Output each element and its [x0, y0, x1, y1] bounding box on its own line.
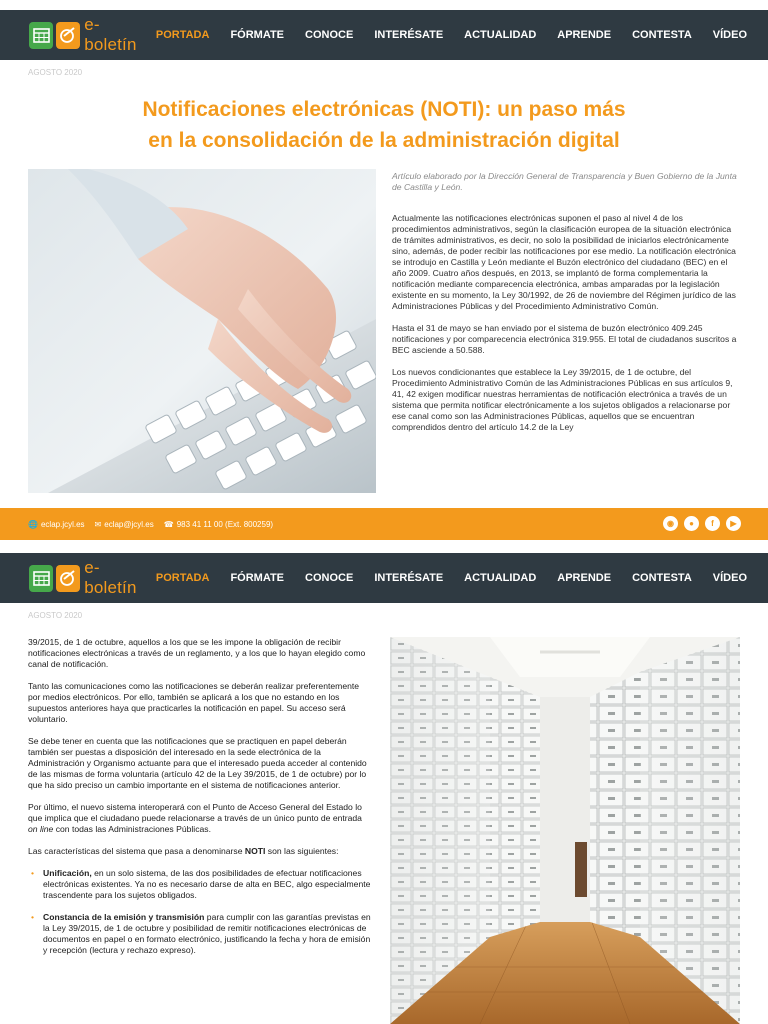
nav-video[interactable]: VÍDEO: [712, 572, 747, 584]
eboletin-logo[interactable]: [29, 15, 145, 55]
text-run: Las características del sistema que pasa a denominarse: [28, 846, 245, 856]
nav-actualidad[interactable]: ACTUALIDAD: [464, 29, 537, 41]
nav-conoce[interactable]: CONOCE: [305, 572, 354, 584]
main-nav: [156, 572, 768, 584]
list-item: [28, 912, 373, 956]
phone-icon: ☎: [163, 519, 174, 529]
globe-icon: 🌐: [28, 519, 38, 529]
main-nav: [156, 29, 768, 41]
social-links: [657, 516, 741, 531]
facebook-icon[interactable]: f: [705, 516, 720, 531]
footer-phone[interactable]: [164, 520, 273, 529]
paragraph: Actualmente las notificaciones electrónicas suponen el paso al nivel 4 de los procedimientos administrativos, según la clasificación europea de la situación electrónica de trámites administrativos, es decir, no solo la posibilidad de iniciarlos electrónicamente sino, además, de poder recibir las notificaciones por ese medio. La notificación electrónica se introdujo en Castilla y León mediante el Buzón electrónico del ciudadano (BEC) en el año 2009. Cuatro años después, en 2013, se implantó de forma complementaria la notificación mediante comparecencia electrónica, ambas amparadas por la legislación existente en su momento, la Ley 30/1992, de 26 de noviembre del Régimen jurídico de las Administraciones Públicas y del Procedimiento Administrativo Común.: [392, 213, 736, 311]
footer-web[interactable]: [28, 520, 85, 529]
article-title: [40, 94, 728, 156]
list-item: [28, 868, 373, 901]
nav-portada[interactable]: PORTADA: [155, 572, 210, 584]
mail-icon: ✉: [94, 519, 102, 529]
nav-actualidad[interactable]: ACTUALIDAD: [464, 572, 537, 584]
footer-email[interactable]: [95, 520, 154, 529]
nav-contesta[interactable]: CONTESTA: [632, 29, 692, 41]
footer-web-text: eclap.jcyl.es: [40, 519, 85, 529]
nav-formate[interactable]: FÓRMATE: [230, 572, 285, 584]
title-line-1: Notificaciones electrónicas (NOTI): un paso más: [142, 98, 626, 121]
brand-name: e-boletín: [84, 558, 137, 597]
youtube-icon[interactable]: ▶: [726, 516, 741, 531]
issue-date: AGOSTO 2020: [28, 611, 83, 620]
paragraph: Hasta el 31 de mayo se han enviado por el sistema de buzón electrónico 409.245 notificaciones y por comparecencia electrónica 319.955. El total de ciudadanos suscritos a BEC asciende a 50.588.: [392, 323, 737, 355]
text-run: con todas las Administraciones Públicas.: [53, 824, 211, 834]
archive-shelves-photo: [390, 637, 740, 1024]
article-column-left: [28, 637, 373, 967]
nav-interesate[interactable]: INTERÉSATE: [374, 29, 444, 41]
top-navbar: [0, 553, 768, 603]
list-item-head: Constancia de la emisión y transmisión: [43, 912, 205, 922]
paragraph: Los nuevos condicionantes que establece la Ley 39/2015, de 1 de octubre, del Procedimiento Administrativo Común de las Administraciones Públicas en sus artículos 9, 41, 42 exigen modificar nuestras herramientas de notificación electrónica a través de un sistema que permita notificar electrónicamente a los sujetos obligados a relacionarse por ese canal como son las Administraciones Públicas, aquellos que se encuentran comprendidos dentro del artículo 14.2 de la Ley: [392, 367, 733, 432]
article-column-right: [392, 171, 738, 444]
page-gap: [0, 540, 768, 553]
paragraph: Tanto las comunicaciones como las notificaciones se deberán realizar preferentemente por medios electrónicos. Por ello, también se aplicará a los que no estando en los supuestos anteriores haya que practicarles la notificación en papel. Su acceso será voluntario.: [28, 681, 360, 724]
nav-contesta[interactable]: CONTESTA: [632, 572, 692, 584]
nav-portada[interactable]: PORTADA: [155, 29, 210, 41]
page-top-margin: [0, 0, 768, 10]
nav-video[interactable]: VÍDEO: [712, 29, 747, 41]
bullet-icon: •: [31, 912, 35, 922]
footer-phone-text: 983 41 11 00 (Ext. 800259): [176, 519, 274, 529]
bullet-icon: •: [31, 868, 35, 878]
features-list: [28, 868, 373, 956]
title-line-2: en la consolidación de la administración digital: [148, 129, 620, 152]
check-icon: [56, 22, 80, 49]
check-icon: [56, 565, 80, 592]
paragraph: [28, 802, 373, 835]
paragraph: [28, 846, 373, 857]
list-item-text: en un solo sistema, de las dos posibilidades de efectuar notificaciones electrónicas existentes. Ya no es necesario darse de alta en BEC, algo especialmente trascendente para los sujetos obligados.: [43, 868, 371, 900]
twitter-icon[interactable]: ●: [684, 516, 699, 531]
list-item-head: Unificación,: [43, 868, 92, 878]
list-item-text: para cumplir con las garantías previstas en la Ley 39/2015, de 1 de octubre y posibilidad de remitir notificaciones electrónicas de documentos en papel o en formato electrónico, justificando la fecha y hora de emisión y recepción (lectura y rechazo expreso).: [43, 912, 371, 955]
issue-date: AGOSTO 2020: [28, 68, 83, 77]
calendar-icon: [29, 22, 53, 49]
text-run: Por último, el nuevo sistema interoperará con el Punto de Acceso General del Estado lo que implica que el ciudadano puede relacionarse a través de un único punto de entrada: [28, 802, 362, 823]
top-navbar: [0, 10, 768, 60]
article-credit: Artículo elaborado por la Dirección General de Transparencia y Buen Gobierno de la Junta de Castilla y León.: [392, 171, 737, 192]
paragraph: 39/2015, de 1 de octubre, aquellos a los que se les impone la obligación de recibir notificaciones electrónicas a través de un reglamento, y a los que lo hayan elegido como canal de notificación.: [28, 637, 366, 669]
nav-interesate[interactable]: INTERÉSATE: [374, 572, 444, 584]
eboletin-logo[interactable]: [29, 558, 145, 598]
text-run-italic: on line: [28, 824, 54, 834]
nav-conoce[interactable]: CONOCE: [305, 29, 354, 41]
nav-aprende[interactable]: APRENDE: [557, 572, 612, 584]
text-run: son las siguientes:: [265, 846, 339, 856]
brand-name: e-boletín: [84, 15, 137, 54]
footer-email-text: eclap@jcyl.es: [104, 519, 154, 529]
paragraph: Se debe tener en cuenta que las notificaciones que se practiquen en papel deberán también ser puestas a disposición del interesado en la sede electrónica de la Administración y Organismo actuante para que el interesado pueda acceder al contenido de las mismas de forma voluntaria (artículo 42 de la Ley 39/2015, de 1 de octubre) por lo que ha sido preciso un cambio importante en el sistema de notificaciones anterior.: [28, 736, 367, 790]
podcast-icon[interactable]: ◉: [663, 516, 678, 531]
page-footer: [0, 508, 768, 540]
nav-aprende[interactable]: APRENDE: [557, 29, 612, 41]
nav-formate[interactable]: FÓRMATE: [230, 29, 285, 41]
keyboard-typing-photo: [28, 169, 376, 493]
text-run-bold: NOTI: [244, 846, 266, 856]
calendar-icon: [29, 565, 53, 592]
